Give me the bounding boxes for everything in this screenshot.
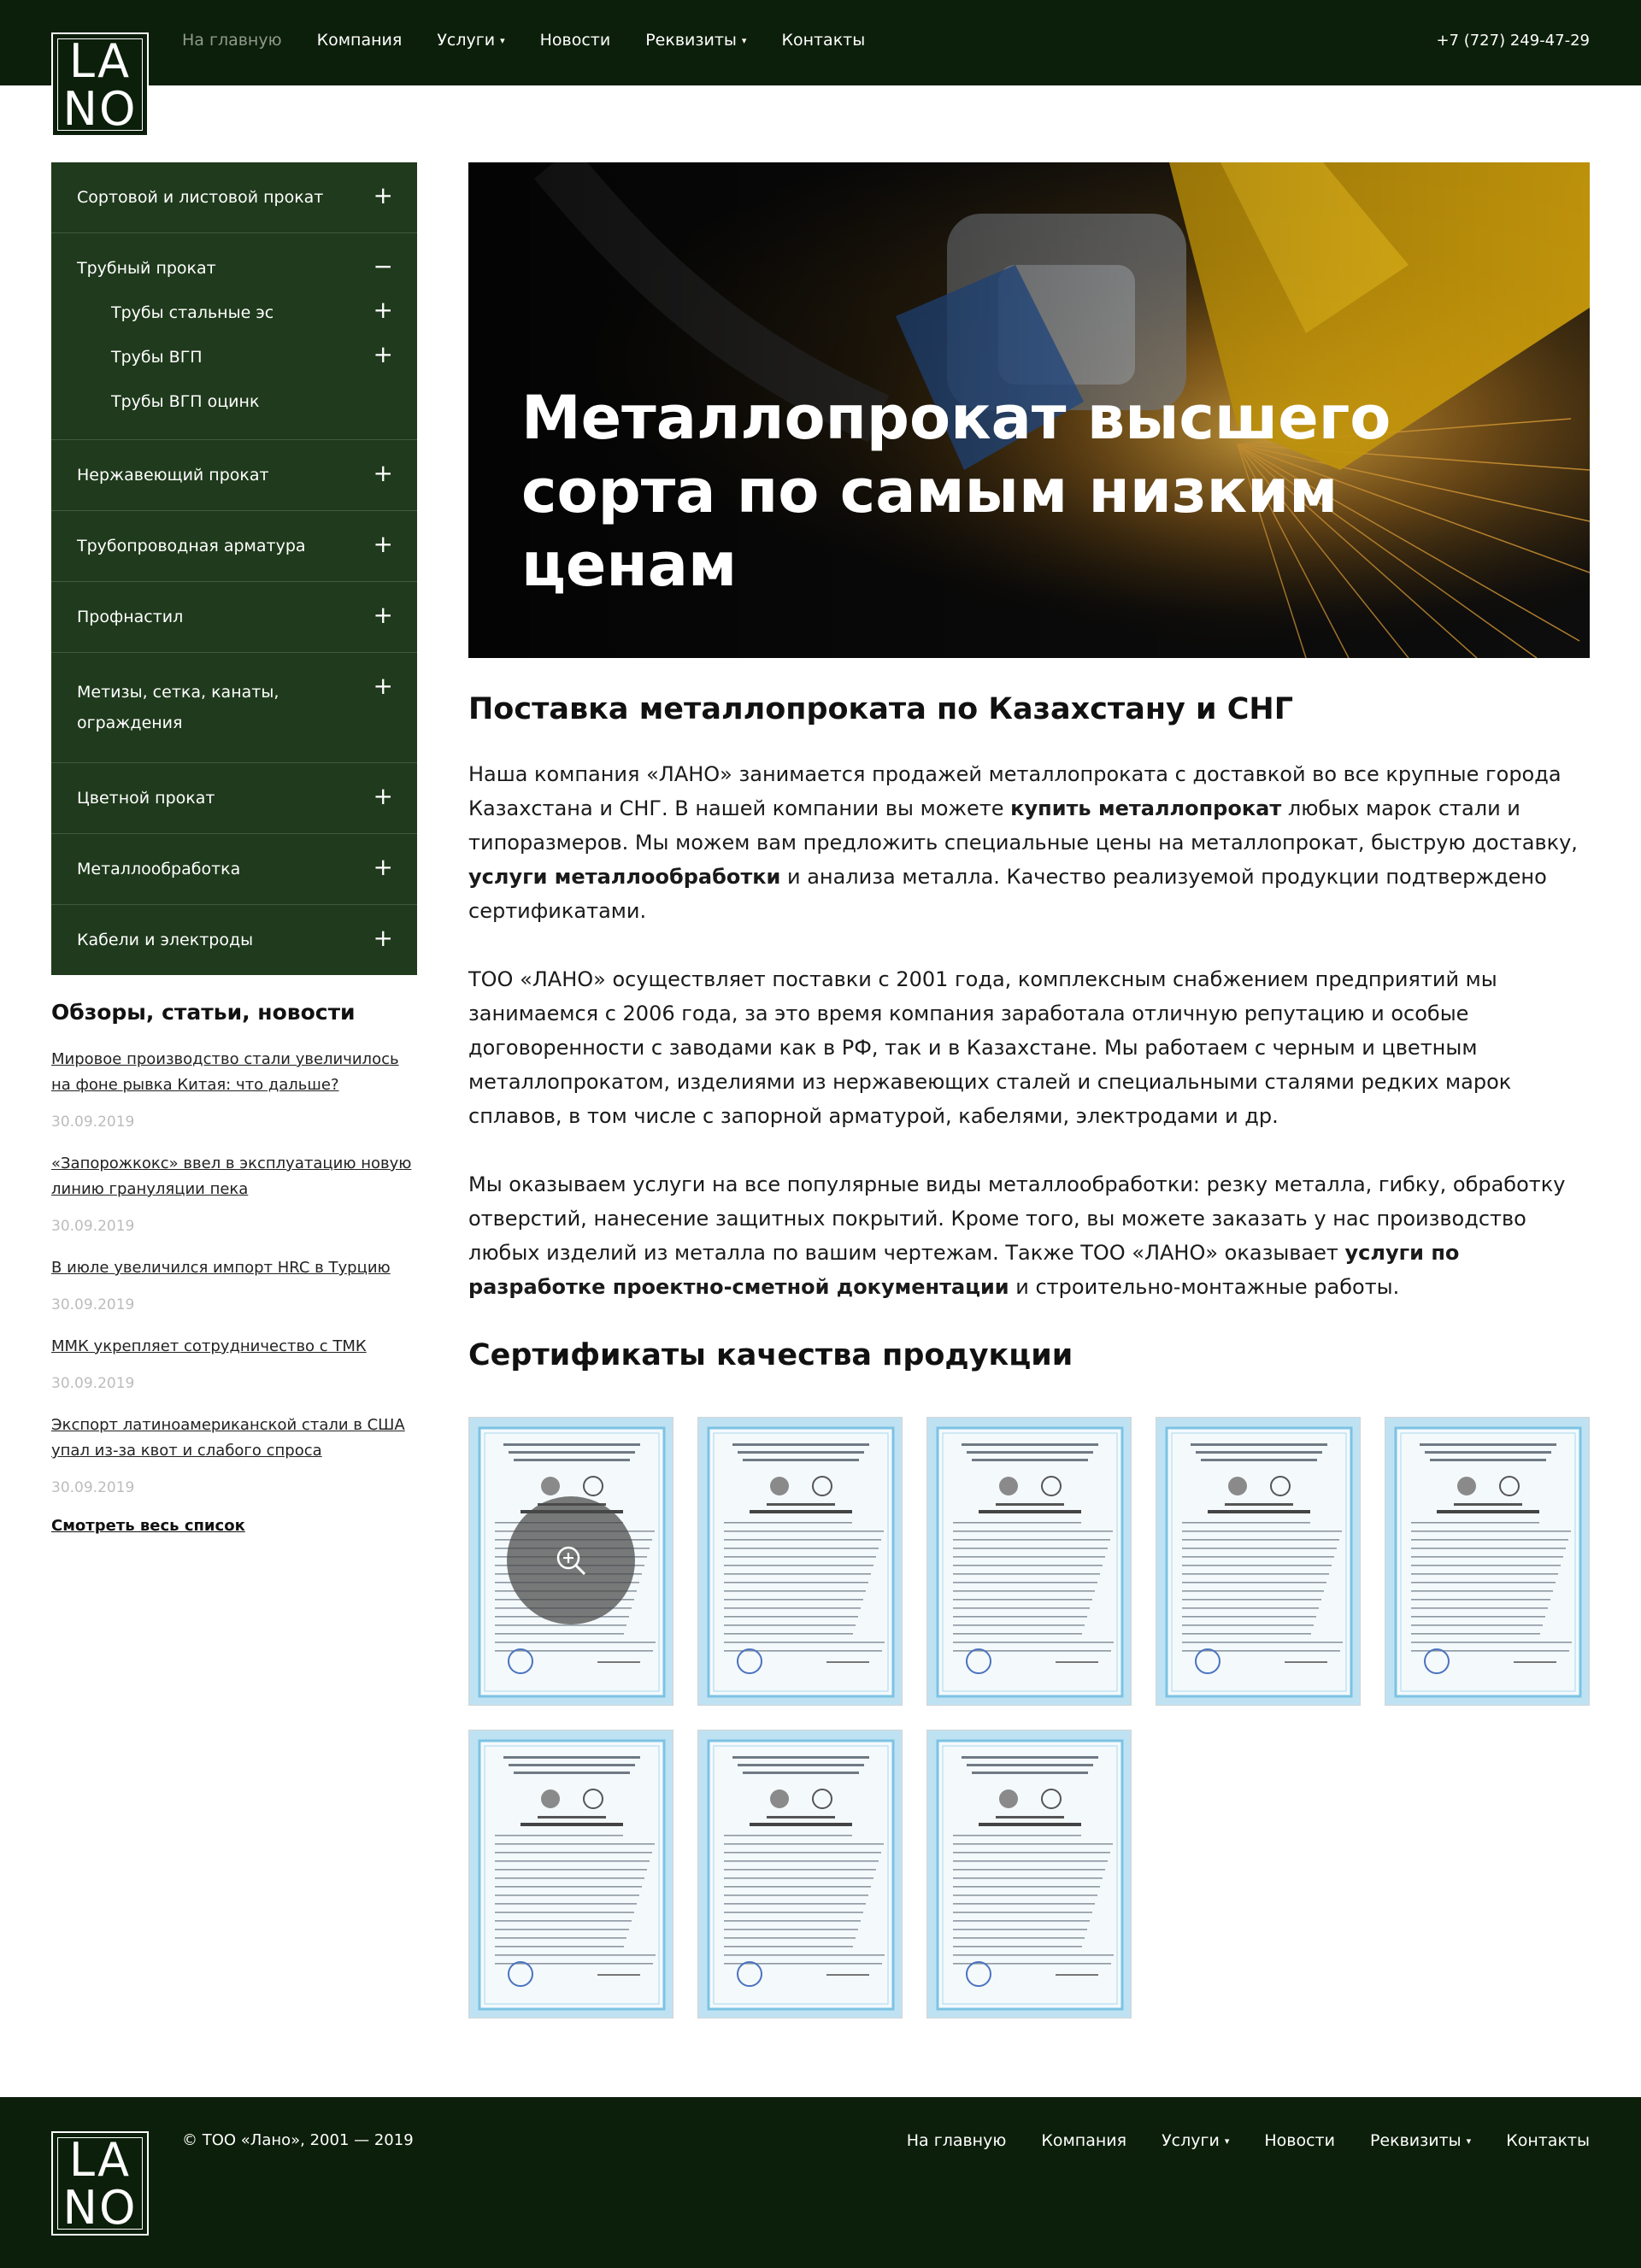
footer-nav-news[interactable]: Новости: [1264, 2131, 1335, 2150]
intro-paragraph: Наша компания «ЛАНО» занимается продажей металлопроката с доставкой во все крупные города Казахстана и СНГ. В нашей компании вы можете купить металлопрокат любых марок стали и типоразмеров. Мы можем вам предложить специальные цены на металлопрокат, быструю доставку, услуги металлообработки и анализа металла. Качество реализуемой продукции подтверждено сертификатами.: [468, 762, 1578, 923]
link-metalwork-services: услуги металлообработки: [468, 865, 781, 889]
logo-line-1: LA: [68, 2133, 132, 2187]
zoom-in-icon: [554, 1543, 588, 1578]
submenu-item-vgp-galv[interactable]: Трубы ВГП оцинк: [111, 392, 260, 411]
menu-item-metalwork[interactable]: Металлообработка +: [51, 834, 417, 905]
chevron-down-icon: ▾: [500, 35, 505, 46]
news-link[interactable]: ММК укрепляет сотрудничество с ТМК: [51, 1337, 367, 1355]
nav-news[interactable]: Новости: [539, 31, 611, 50]
menu-item-sort-sheet[interactable]: Сортовой и листовой прокат +: [51, 162, 417, 233]
news-title: Обзоры, статьи, новости: [51, 1000, 356, 1025]
certificate-image: [927, 1418, 1132, 1706]
certificate-thumbnail[interactable]: [1385, 1417, 1590, 1706]
news-date: 30.09.2019: [51, 1296, 135, 1313]
hero-title: Металлопрокат высшего сорта по самым низким ценам: [521, 383, 1391, 600]
nav-contacts[interactable]: Контакты: [781, 31, 866, 50]
plus-icon[interactable]: +: [373, 530, 393, 558]
plus-icon[interactable]: +: [373, 601, 393, 629]
news-link[interactable]: Экспорт латиноамериканской стали в США упал из-за квот и слабого спроса: [51, 1416, 405, 1460]
plus-icon[interactable]: +: [373, 459, 393, 487]
footer-nav: [872, 2131, 1590, 2150]
news-item: [51, 1413, 417, 1496]
menu-item-pipe-fittings[interactable]: Трубопроводная арматура +: [51, 511, 417, 582]
certificate-thumbnail[interactable]: [468, 1730, 673, 2018]
news-link[interactable]: Мировое производство стали увеличилось на фоне рывка Китая: что дальше?: [51, 1050, 399, 1094]
hero-banner: [468, 162, 1590, 658]
nav-home[interactable]: На главную: [182, 31, 282, 50]
logo[interactable]: [51, 32, 149, 137]
link-buy-metal: купить металлопрокат: [1010, 796, 1282, 820]
nav-services[interactable]: Услуги ▾: [437, 31, 505, 50]
certificate-thumbnail[interactable]: [926, 1730, 1132, 2018]
plus-icon[interactable]: +: [373, 672, 393, 700]
plus-icon[interactable]: +: [373, 853, 393, 881]
plus-icon[interactable]: +: [373, 296, 393, 324]
menu-item-profnastil[interactable]: Профнастил +: [51, 582, 417, 653]
submenu-item-vgp-pipes[interactable]: Трубы ВГП +: [111, 340, 393, 368]
plus-icon[interactable]: +: [373, 340, 393, 368]
footer-nav-company[interactable]: Компания: [1041, 2131, 1127, 2150]
news-item: [51, 1255, 417, 1313]
chevron-down-icon: ▾: [1224, 2136, 1230, 2147]
certificate-thumbnail[interactable]: [1156, 1417, 1361, 1706]
submenu-item-steel-pipes[interactable]: Трубы стальные эс +: [111, 296, 393, 324]
chevron-down-icon: ▾: [741, 35, 747, 46]
certificate-thumbnail[interactable]: [468, 1417, 673, 1706]
nav-requisites[interactable]: Реквизиты ▾: [645, 31, 747, 50]
news-link[interactable]: В июле увеличился импорт HRC в Турцию: [51, 1259, 391, 1277]
main-nav: [182, 31, 900, 50]
site-header: [0, 0, 1641, 136]
news-date: 30.09.2019: [51, 1479, 135, 1496]
chevron-down-icon: ▾: [1466, 2136, 1472, 2147]
certificate-image: [1156, 1418, 1361, 1706]
news-item: [51, 1334, 417, 1392]
footer-nav-services[interactable]: Услуги ▾: [1162, 2131, 1230, 2150]
certificate-thumbnail[interactable]: [697, 1730, 903, 2018]
news-link[interactable]: «Запорожкокс» ввел в эксплуатацию новую линию грануляции пека: [51, 1155, 412, 1198]
certificate-image: [927, 1730, 1132, 2018]
phone-link[interactable]: +7 (727) 249-47-29: [1436, 32, 1590, 50]
main-content: [468, 692, 1590, 1407]
logo-line-2: NO: [62, 2181, 138, 2235]
link-design-docs: услуги по разработке проектно-сметной документации: [468, 1241, 1460, 1299]
certificate-image: [698, 1730, 903, 2018]
news-date: 30.09.2019: [51, 1113, 135, 1131]
certificate-image: [698, 1418, 903, 1706]
logo-line-2: NO: [62, 82, 138, 136]
plus-icon[interactable]: +: [373, 924, 393, 952]
minus-icon[interactable]: −: [373, 252, 393, 280]
menu-item-nonferrous[interactable]: Цветной прокат +: [51, 763, 417, 834]
zoom-overlay[interactable]: [507, 1496, 635, 1625]
nav-company[interactable]: Компания: [316, 31, 403, 50]
certificates-title: Сертификаты качества продукции: [468, 1338, 1073, 1372]
section-title: Поставка металлопроката по Казахстану и СНГ: [468, 692, 1293, 726]
menu-item-hardware[interactable]: Метизы, сетка, канаты, ограждения +: [51, 653, 417, 763]
news-date: 30.09.2019: [51, 1375, 135, 1392]
news-item: [51, 1151, 417, 1235]
copyright: © ТОО «Лано», 2001 — 2019: [182, 2131, 414, 2149]
plus-icon[interactable]: +: [373, 782, 393, 810]
news-sidebar: [51, 1000, 417, 1535]
footer-nav-contacts[interactable]: Контакты: [1506, 2131, 1590, 2150]
certificate-thumbnail[interactable]: [926, 1417, 1132, 1706]
news-all-link[interactable]: Смотреть весь список: [51, 1517, 245, 1535]
certificate-image: [1385, 1418, 1590, 1706]
menu-item-cables[interactable]: Кабели и электроды +: [77, 924, 393, 952]
news-item: [51, 1047, 417, 1131]
history-paragraph: ТОО «ЛАНО» осуществляет поставки с 2001 года, комплексным снабжением предприятий мы занимаемся с 2006 года, за это время компания заработала отличную репутацию и особые договоренности с заводами как в РФ, так и в Казахстане. Мы работаем с черным и цветным металлопрокатом, изделиями из нержавеющих сталей и специальными сталями редких марок сплавов, в том числе с запорной арматурой, кабелями, электродами и др.: [468, 967, 1512, 1128]
footer-nav-requisites[interactable]: Реквизиты ▾: [1369, 2131, 1472, 2150]
footer-logo[interactable]: [51, 2131, 149, 2236]
footer-nav-home[interactable]: На главную: [906, 2131, 1007, 2150]
logo-line-1: LA: [68, 34, 132, 88]
menu-item-stainless[interactable]: Нержавеющий прокат +: [51, 440, 417, 511]
menu-item-pipes[interactable]: Трубный прокат − Трубы стальные эс + Трубы ВГП + Трубы ВГП оцинк: [51, 233, 417, 440]
certificate-image: [469, 1730, 673, 2018]
catalog-menu: [51, 162, 417, 975]
site-footer: [0, 2097, 1641, 2268]
services-paragraph: Мы оказываем услуги на все популярные виды металлообработки: резку металла, гибку, обработку отверстий, нанесение защитных покрытий. Кроме того, вы можете заказать у нас производство любых изделий из металла по вашим чертежам. Также ТОО «ЛАНО» оказывает услуги по разработке проектно-сметной документации и строительно-монтажные работы.: [468, 1172, 1566, 1299]
plus-icon[interactable]: +: [373, 181, 393, 209]
certificate-thumbnail[interactable]: [697, 1417, 903, 1706]
news-date: 30.09.2019: [51, 1218, 135, 1235]
